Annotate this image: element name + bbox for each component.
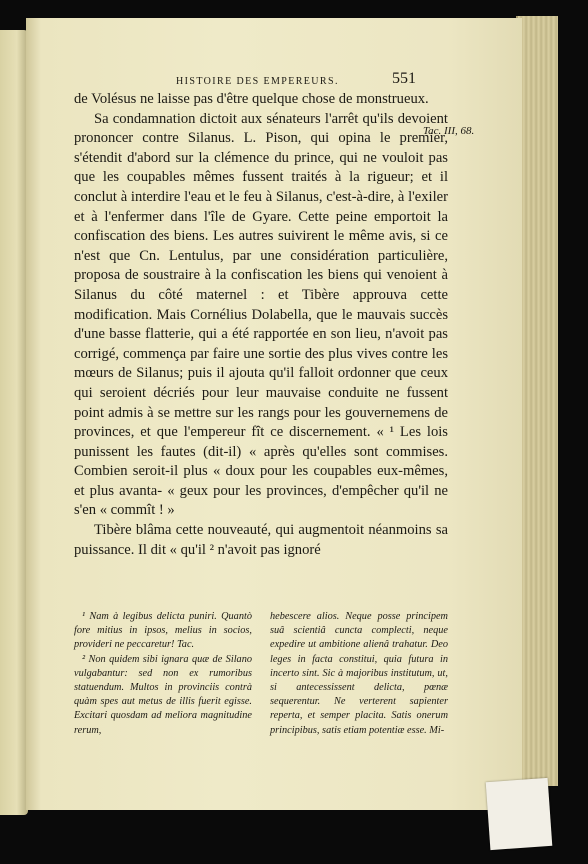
book-page (26, 18, 522, 810)
paragraph-3: Tibère blâma cette nouveauté, qui augmentoit néanmoins sa puissance. Il dit « qu'il ² n'avoit pas ignoré (74, 522, 448, 558)
footnote-2: ² Non quidem sibi ignara quæ de Silano vulgabantur: sed non ex rumoribus statuendum. Multos in provinciis contrà quàm spes aut metus de illis fuerit egisse. Excitari quosdam ad meliora magnitudine rerum, (74, 653, 252, 736)
left-page-edge (0, 30, 28, 815)
running-head (26, 68, 522, 88)
page-stack-edges (516, 16, 558, 786)
footnote-column-left (74, 610, 252, 738)
footnote-column-right (270, 610, 448, 738)
running-title: HISTOIRE DES EMPEREURS. (176, 76, 339, 87)
footnote-2-continued: hebescere alios. Neque posse principem suâ scientiâ cuncta complecti, neque expedire ut ambitione alienâ trahatur. Deo leges in facta constitui, quia futura in incerto sint. Sic à majoribus institutum, ut, si antecessissent delicta, pœnæ sequerentur. Ne verterent sapienter reperta, et semper placita. Satis onerum principibus, satis etiam potentiæ esse. Mi- (270, 611, 448, 736)
page-number: 551 (392, 70, 416, 87)
paragraph-2: Sa condamnation dictoit aux sénateurs l'arrêt qu'ils devoient prononcer contre Silanus. L. Pison, qui opina le premier, s'étendit d'abord sur la clémence du prince, qui ne vouloit pas que les coupables mêmes fussent traités à la rigueur; et il conclut à interdire l'eau et le feu à Silanus, c'est-à-dire, à l'exiler et à l'enfermer dans l'île de Gyare. Cette peine emportoit la confiscation des biens. Les autres suivirent le même avis, si ce n'est que Cn. Lentulus, par une considération particulière, proposa de soustraire à la confiscation les biens qui venoient à Silanus du côté maternel : et Tibère approuva cette modification. Mais Cornélius Dolabella, que le mauvais succès d'une basse flatterie, qui a été rapportée en son lieu, n'avoit pas corrigé, commença par faire une sortie des plus vives contre les mœurs de Silanus; puis il ajouta qu'il falloit ordonner que ceux qui seroient décriés pour leur mauvaise conduite ne fussent point admis à se mettre sur les rangs pour les gouvernemens de provinces, et que l'empereur fît ce discernement. « ¹ Les lois punissent les fautes (dit-il) « après qu'elles sont commises. Combien seroit-il plus « doux pour les coupables eux-mêmes, et plus avanta- « geux pour les provinces, d'empêcher qu'il ne s'en « commît ! » (74, 110, 448, 519)
margin-citation: Tac. III, 68. (423, 125, 475, 137)
paper-slip (486, 778, 553, 850)
footnote-1: ¹ Nam à legibus delicta puniri. Quantò fore mitius in ipsos, melius in socios, provideri ne peccaretur! Tac. (74, 611, 252, 651)
paragraph-1: de Volésus ne laisse pas d'être quelque chose de monstrueux. (74, 91, 429, 107)
footnotes (74, 610, 448, 738)
main-text (74, 90, 448, 560)
